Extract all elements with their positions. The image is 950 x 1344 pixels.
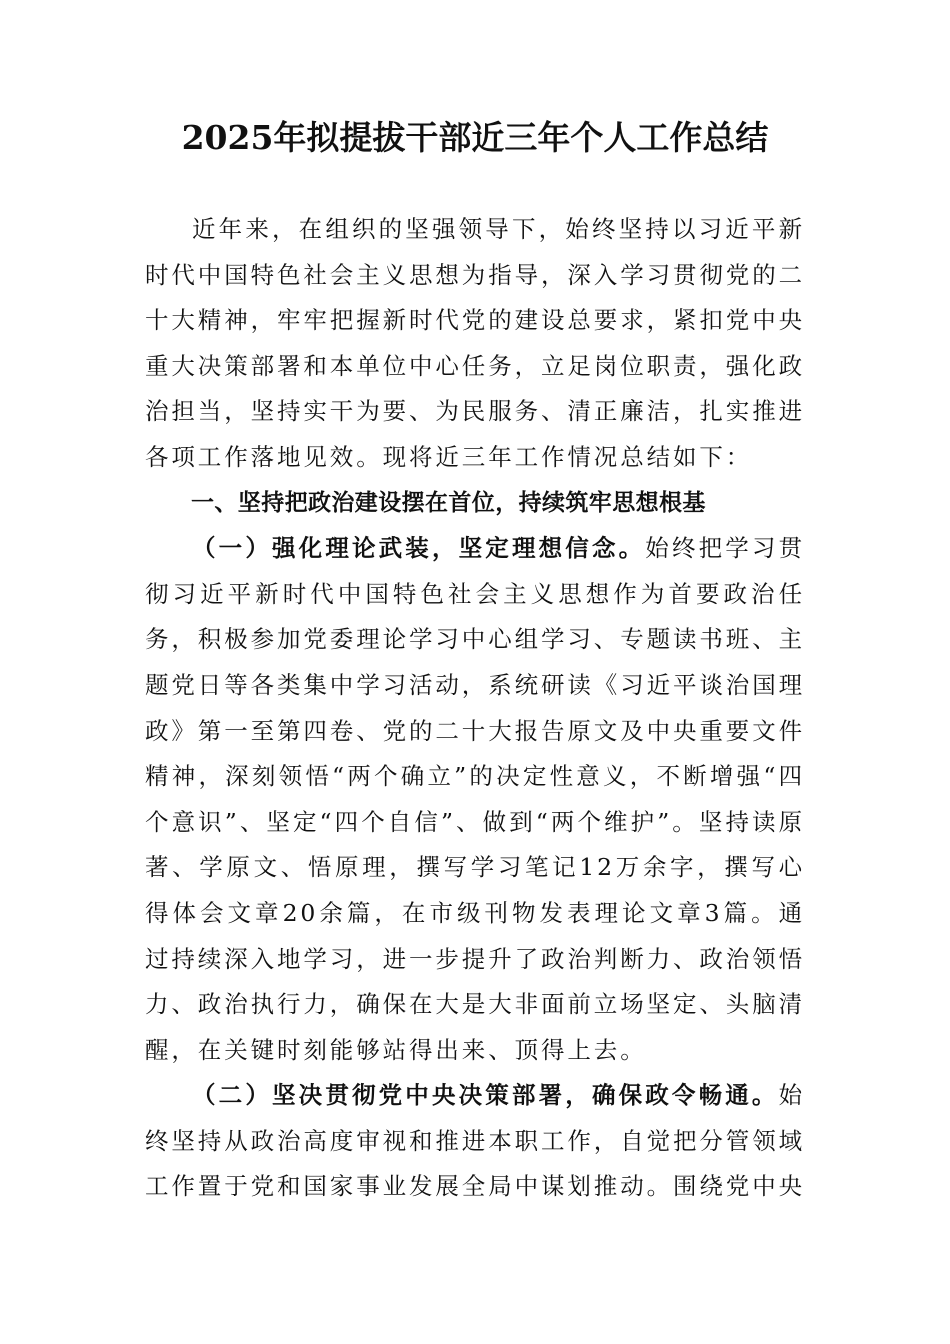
subsection-paragraph-2 [145, 1073, 805, 1210]
subsection-text-2: 始终坚持从政治高度审视和推进本职工作，自觉把分管领域工作置于党和国家事业发展全局中谋划推动。围绕党中央 [145, 1081, 805, 1201]
subsection-lead-2: （二）坚决贯彻党中央决策部署，确保政令畅通。 [192, 1081, 779, 1110]
subsection-text-1: 始终把学习贯彻习近平新时代中国特色社会主义思想作为首要政治任务，积极参加党委理论学习中心组学习、专题读书班、主题党日等各类集中学习活动，系统研读《习近平谈治国理政》第一至第四卷、党的二十大报告原文及中央重要文件精神，深刻领悟“两个确立”的决定性意义，不断增强“四个意识”、坚定“四个自信”、做到“两个维护”。坚持读原著、学原文、悟原理，撰写学习笔记12万余字，撰写心得体会文章20余篇，在市级刊物发表理论文章3篇。通过持续深入地学习，进一步提升了政治判断力、政治领悟力、政治执行力，确保在大是大非面前立场坚定、头脑清醒，在关键时刻能够站得出来、顶得上去。 [145, 534, 805, 1064]
section-heading: 一、坚持把政治建设摆在首位，持续筑牢思想根基 [191, 489, 706, 516]
document-body [145, 207, 805, 1210]
subsection-lead-1: （一）强化理论武装，坚定理想信念。 [192, 534, 646, 563]
document-title: 2025年拟提拔干部近三年个人工作总结 [181, 118, 769, 157]
subsection-paragraph-1 [145, 526, 805, 1073]
intro-paragraph: 近年来，在组织的坚强领导下，始终坚持以习近平新时代中国特色社会主义思想为指导，深入学习贯彻党的二十大精神，牢牢把握新时代党的建设总要求，紧扣党中央重大决策部署和本单位中心任务，立足岗位职责，强化政治担当，坚持实干为要、为民服务、清正廉洁，扎实推进各项工作落地见效。现将近三年工作情况总结如下： [145, 215, 805, 471]
